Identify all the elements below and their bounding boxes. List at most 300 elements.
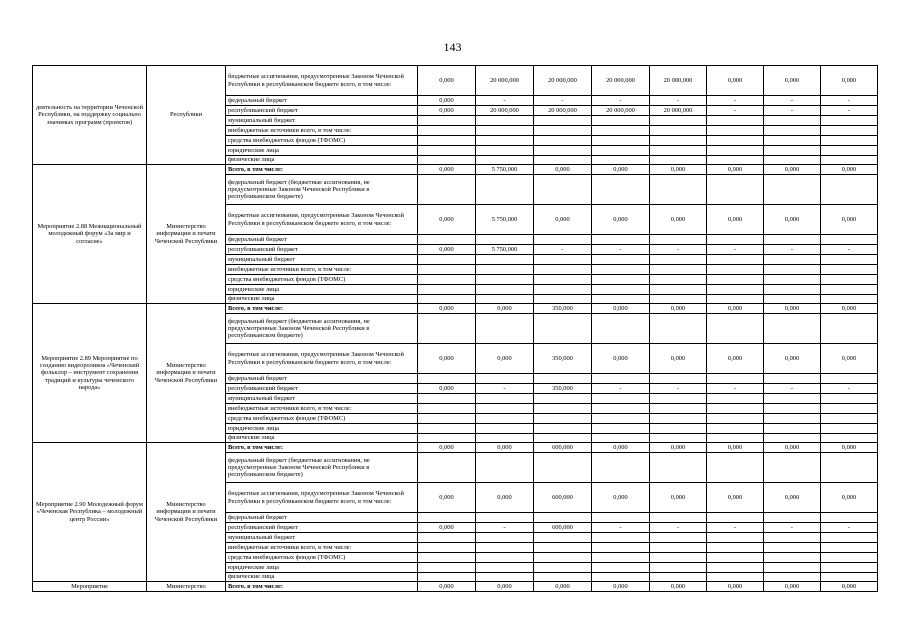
amount-cell: 0,000 [592,344,650,374]
amount-cell [764,295,821,304]
amount-cell [418,553,476,563]
amount-cell [821,414,878,424]
amount-cell: - [707,96,764,106]
funding-source-cell: средства внебюджетных фондов (ТФОМС) [226,275,418,285]
amount-cell [707,314,764,344]
amount-cell [764,573,821,582]
amount-cell [707,434,764,443]
amount-cell: 350,000 [534,344,592,374]
amount-cell [534,175,592,205]
amount-cell: 0,000 [418,384,476,394]
amount-cell [592,414,650,424]
amount-cell [418,434,476,443]
amount-cell: 0,000 [764,66,821,96]
amount-cell [764,424,821,434]
amount-cell: - [592,245,650,255]
amount-cell [650,553,707,563]
amount-cell [476,424,534,434]
amount-cell: 20 000,000 [650,106,707,116]
amount-cell: 20 000,000 [534,106,592,116]
amount-cell: 20 000,000 [476,66,534,96]
amount-cell [650,573,707,582]
table-row [33,66,878,96]
funding-source-cell: средства внебюджетных фондов (ТФОМС) [226,414,418,424]
amount-cell: 0,000 [821,582,878,592]
amount-cell [534,543,592,553]
amount-cell: 20 000,000 [650,66,707,96]
amount-cell: 0,000 [534,582,592,592]
funding-source-cell: федеральный бюджет (бюджетные ассигнования, не предусмотренные Законом Чеченской Республики в республиканском бюджете) [226,175,418,205]
funding-source-cell: федеральный бюджет [226,374,418,384]
amount-cell [476,116,534,126]
amount-cell [707,533,764,543]
amount-cell [418,146,476,156]
amount-cell [534,126,592,136]
amount-cell [650,235,707,245]
amount-cell [534,513,592,523]
amount-cell [707,513,764,523]
amount-cell: - [764,96,821,106]
amount-cell [534,563,592,573]
amount-cell: 0,000 [707,582,764,592]
amount-cell [592,285,650,295]
amount-cell [650,563,707,573]
amount-cell: 0,000 [418,344,476,374]
measure-name-cell: Мероприятие [33,582,147,592]
funding-source-cell: юридические лица [226,285,418,295]
amount-cell [707,275,764,285]
amount-cell [764,156,821,165]
amount-cell [476,314,534,344]
amount-cell [821,235,878,245]
amount-cell [821,175,878,205]
funding-source-cell: физические лица [226,295,418,304]
amount-cell [592,126,650,136]
amount-cell [534,285,592,295]
amount-cell: - [650,384,707,394]
funding-source-cell: республиканский бюджет [226,245,418,255]
amount-cell: 0,000 [418,165,476,175]
amount-cell [821,453,878,483]
amount-cell: - [650,523,707,533]
amount-cell [650,136,707,146]
amount-cell [821,563,878,573]
amount-cell [534,136,592,146]
amount-cell [650,175,707,205]
amount-cell [418,374,476,384]
amount-cell [650,424,707,434]
amount-cell: 0,000 [650,582,707,592]
funding-source-cell: бюджетные ассигнования, предусмотренные Законом Чеченской Республики в республиканском бюджете всего, в том числе: [226,66,418,96]
amount-cell: 0,000 [707,443,764,453]
funding-source-cell: муниципальный бюджет [226,394,418,404]
amount-cell: - [592,523,650,533]
amount-cell [764,126,821,136]
measure-name-cell: Мероприятие 2.89 Мероприятие по созданию видеороликов «Чеченский фольклор – инструмент сохранения традиций и культуры чеченского народа» [33,304,147,443]
amount-cell [764,553,821,563]
amount-cell [418,156,476,165]
amount-cell [476,285,534,295]
amount-cell [534,116,592,126]
amount-cell: - [707,523,764,533]
amount-cell: 0,000 [650,205,707,235]
amount-cell: 0,000 [418,582,476,592]
amount-cell: 0,000 [476,344,534,374]
amount-cell: 0,000 [821,443,878,453]
amount-cell [476,553,534,563]
amount-cell [418,404,476,414]
amount-cell: 600,000 [534,483,592,513]
amount-cell [418,394,476,404]
amount-cell: - [821,384,878,394]
amount-cell [534,394,592,404]
funding-source-cell: Всего, в том числе: [226,304,418,314]
funding-source-cell: федеральный бюджет (бюджетные ассигнования, не предусмотренные Законом Чеченской Республики в республиканском бюджете) [226,314,418,344]
amount-cell: 0,000 [476,304,534,314]
amount-cell [650,533,707,543]
funding-source-cell: средства внебюджетных фондов (ТФОМС) [226,553,418,563]
amount-cell: - [592,96,650,106]
amount-cell [592,453,650,483]
amount-cell: - [534,96,592,106]
amount-cell: 0,000 [592,483,650,513]
amount-cell [418,414,476,424]
amount-cell [821,543,878,553]
amount-cell [418,295,476,304]
amount-cell [592,424,650,434]
funding-source-cell: внебюджетные источники всего, в том числе: [226,404,418,414]
amount-cell: - [821,245,878,255]
amount-cell [592,533,650,543]
amount-cell [592,295,650,304]
amount-cell: 0,000 [650,304,707,314]
amount-cell [821,374,878,384]
amount-cell [707,374,764,384]
amount-cell: - [650,96,707,106]
amount-cell [534,265,592,275]
amount-cell [707,235,764,245]
amount-cell: 0,000 [418,96,476,106]
amount-cell: 0,000 [707,165,764,175]
amount-cell [821,275,878,285]
amount-cell [418,563,476,573]
amount-cell [764,255,821,265]
amount-cell [821,404,878,414]
amount-cell: 0,000 [821,66,878,96]
amount-cell: - [764,384,821,394]
amount-cell: 600,000 [534,443,592,453]
amount-cell: - [476,523,534,533]
amount-cell [707,573,764,582]
amount-cell [650,513,707,523]
funding-source-cell: федеральный бюджет [226,513,418,523]
amount-cell [764,175,821,205]
amount-cell: 0,000 [592,165,650,175]
amount-cell: 20 000,000 [592,66,650,96]
amount-cell [650,126,707,136]
amount-cell: 0,000 [418,523,476,533]
amount-cell [650,434,707,443]
amount-cell [592,374,650,384]
amount-cell: 0,000 [764,304,821,314]
amount-cell [418,314,476,344]
executor-cell: Республики [147,66,226,165]
funding-source-cell: внебюджетные источники всего, в том числе: [226,265,418,275]
amount-cell [418,513,476,523]
amount-cell [592,275,650,285]
amount-cell [592,434,650,443]
amount-cell [476,146,534,156]
amount-cell: - [707,106,764,116]
amount-cell [764,275,821,285]
amount-cell [592,404,650,414]
amount-cell [650,146,707,156]
amount-cell [534,434,592,443]
amount-cell: 0,000 [476,443,534,453]
amount-cell [534,533,592,543]
amount-cell [821,553,878,563]
amount-cell [476,275,534,285]
amount-cell: 0,000 [592,582,650,592]
amount-cell [476,156,534,165]
amount-cell: 0,000 [764,205,821,235]
amount-cell [534,414,592,424]
funding-source-cell: внебюджетные источники всего, в том числе: [226,543,418,553]
amount-cell [821,573,878,582]
amount-cell: - [821,96,878,106]
amount-cell [821,285,878,295]
funding-source-cell: внебюджетные источники всего, в том числе: [226,126,418,136]
amount-cell: - [707,245,764,255]
amount-cell [592,156,650,165]
amount-cell: 0,000 [764,344,821,374]
amount-cell [764,285,821,295]
amount-cell [418,275,476,285]
funding-source-cell: федеральный бюджет [226,96,418,106]
amount-cell: - [764,245,821,255]
amount-cell: 0,000 [418,66,476,96]
amount-cell [650,255,707,265]
amount-cell [821,295,878,304]
amount-cell [707,255,764,265]
amount-cell [707,295,764,304]
amount-cell [476,543,534,553]
amount-cell [592,146,650,156]
amount-cell [650,374,707,384]
amount-cell: 0,000 [821,304,878,314]
amount-cell [418,126,476,136]
amount-cell: 0,000 [418,245,476,255]
amount-cell: 0,000 [534,205,592,235]
amount-cell [707,453,764,483]
amount-cell [418,424,476,434]
amount-cell: 0,000 [821,344,878,374]
funding-source-cell: Всего, в том числе: [226,582,418,592]
amount-cell [821,156,878,165]
amount-cell: 0,000 [476,483,534,513]
table-row [33,443,878,453]
amount-cell: 0,000 [650,483,707,513]
amount-cell [764,146,821,156]
funding-source-cell: юридические лица [226,146,418,156]
amount-cell [418,175,476,205]
funding-source-cell: средства внебюджетных фондов (ТФОМС) [226,136,418,146]
amount-cell [534,453,592,483]
amount-cell [707,563,764,573]
amount-cell [592,553,650,563]
funding-source-cell: физические лица [226,434,418,443]
amount-cell [418,543,476,553]
amount-cell [418,285,476,295]
amount-cell [592,394,650,404]
amount-cell [418,533,476,543]
funding-source-cell: муниципальный бюджет [226,533,418,543]
amount-cell [650,453,707,483]
amount-cell: - [764,523,821,533]
amount-cell: - [476,96,534,106]
amount-cell [534,553,592,563]
amount-cell [764,265,821,275]
amount-cell: 0,000 [764,443,821,453]
amount-cell: 350,000 [534,384,592,394]
amount-cell [592,314,650,344]
amount-cell [764,404,821,414]
amount-cell [476,434,534,443]
amount-cell: 0,000 [592,443,650,453]
amount-cell [707,136,764,146]
amount-cell [821,136,878,146]
funding-source-cell: юридические лица [226,424,418,434]
amount-cell [534,156,592,165]
funding-source-cell: бюджетные ассигнования, предусмотренные Законом Чеченской Республики в республиканском бюджете всего, в том числе: [226,344,418,374]
amount-cell: 600,000 [534,523,592,533]
amount-cell: - [592,384,650,394]
amount-cell: 0,000 [418,205,476,235]
amount-cell [650,314,707,344]
amount-cell [707,126,764,136]
amount-cell: 0,000 [821,165,878,175]
amount-cell: - [476,384,534,394]
amount-cell [418,453,476,483]
amount-cell: 20 000,000 [534,66,592,96]
amount-cell [821,146,878,156]
amount-cell: 0,000 [650,443,707,453]
amount-cell [476,136,534,146]
amount-cell [821,116,878,126]
amount-cell [650,116,707,126]
amount-cell [534,146,592,156]
amount-cell [592,116,650,126]
amount-cell [592,513,650,523]
amount-cell: 0,000 [764,483,821,513]
amount-cell: 0,000 [707,483,764,513]
amount-cell [592,255,650,265]
amount-cell [707,116,764,126]
amount-cell [764,374,821,384]
amount-cell [707,394,764,404]
funding-source-cell: Всего, в том числе: [226,443,418,453]
amount-cell [476,573,534,582]
funding-source-cell: федеральный бюджет [226,235,418,245]
amount-cell [476,175,534,205]
funding-source-cell: республиканский бюджет [226,384,418,394]
amount-cell [764,563,821,573]
amount-cell [821,513,878,523]
amount-cell: 20 000,000 [592,106,650,116]
amount-cell: 0,000 [534,165,592,175]
amount-cell: 0,000 [592,205,650,235]
amount-cell [650,543,707,553]
amount-cell [821,265,878,275]
amount-cell [534,374,592,384]
amount-cell [534,275,592,285]
amount-cell [476,126,534,136]
amount-cell [707,414,764,424]
amount-cell [650,275,707,285]
amount-cell [764,414,821,424]
amount-cell: 0,000 [476,582,534,592]
amount-cell [592,543,650,553]
amount-cell [764,235,821,245]
amount-cell [418,235,476,245]
amount-cell: 5 750,000 [476,205,534,235]
amount-cell [707,146,764,156]
amount-cell [821,434,878,443]
amount-cell [592,573,650,582]
amount-cell [650,414,707,424]
amount-cell: 0,000 [764,165,821,175]
amount-cell [650,394,707,404]
funding-source-cell: Всего, в том числе: [226,165,418,175]
amount-cell [592,235,650,245]
amount-cell [476,295,534,304]
amount-cell: - [534,245,592,255]
table-row [33,304,878,314]
funding-source-cell: муниципальный бюджет [226,116,418,126]
amount-cell [476,563,534,573]
amount-cell: 5 750,000 [476,165,534,175]
amount-cell [592,563,650,573]
amount-cell [476,414,534,424]
measure-name-cell: Мероприятие 2.90 Молодежный форум «Чеченская Республика – молодежный центр России» [33,443,147,582]
amount-cell [707,553,764,563]
funding-source-cell: республиканский бюджет [226,523,418,533]
budget-table [32,65,878,592]
amount-cell: 0,000 [650,344,707,374]
amount-cell [764,136,821,146]
amount-cell [476,255,534,265]
funding-source-cell: федеральный бюджет (бюджетные ассигнования, не предусмотренные Законом Чеченской Республики в республиканском бюджете) [226,453,418,483]
amount-cell [592,265,650,275]
amount-cell: 0,000 [764,582,821,592]
amount-cell: - [821,106,878,116]
amount-cell [707,424,764,434]
amount-cell [764,513,821,523]
amount-cell: - [821,523,878,533]
funding-source-cell: юридические лица [226,563,418,573]
amount-cell [821,533,878,543]
amount-cell [534,314,592,344]
amount-cell [764,533,821,543]
amount-cell: 0,000 [707,66,764,96]
amount-cell [476,394,534,404]
amount-cell [534,235,592,245]
amount-cell [650,265,707,275]
amount-cell: 5 750,000 [476,245,534,255]
measure-name-cell: деятельность на территории Чеченской Республики, на поддержку социально значимых программ (проектов) [33,66,147,165]
funding-source-cell: бюджетные ассигнования, предусмотренные Законом Чеченской Республики в республиканском бюджете всего, в том числе: [226,205,418,235]
amount-cell: 0,000 [418,304,476,314]
